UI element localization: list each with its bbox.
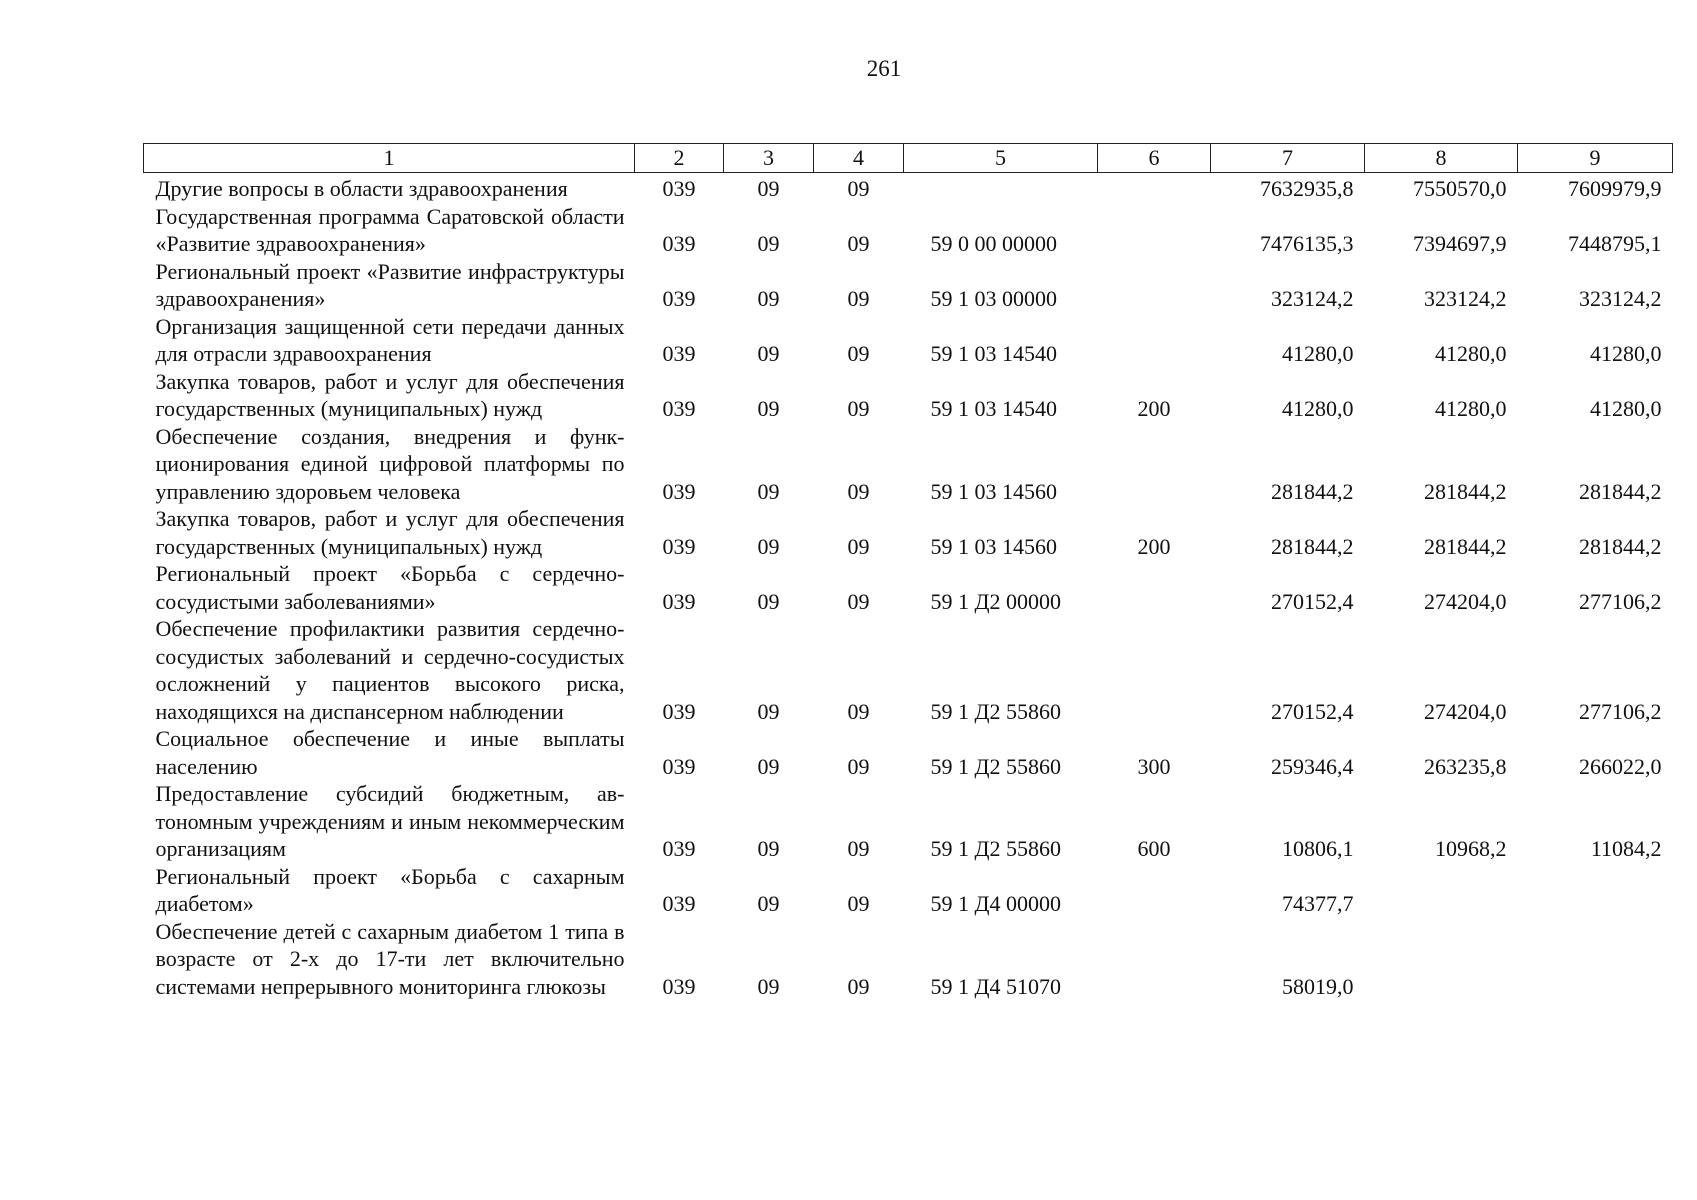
code-cell: 039 bbox=[662, 478, 696, 504]
column-header: 3 bbox=[724, 144, 814, 173]
section-cell: 09 bbox=[757, 698, 780, 724]
subsection-cell: 09 bbox=[847, 286, 870, 311]
code-cell: 039 bbox=[662, 588, 696, 614]
amount-year1-cell: 323124,2 bbox=[1271, 286, 1354, 311]
table-row bbox=[144, 203, 1673, 258]
target-article-cell: 59 1 Д2 55860 bbox=[930, 836, 1062, 861]
target-article-cell: 59 1 03 14560 bbox=[930, 478, 1057, 504]
amount-year3-cell: 277106,2 bbox=[1579, 588, 1662, 614]
section-cell: 09 bbox=[757, 231, 780, 256]
item-name-cell: Закупка товаров, работ и услуг для обеспечения государственных (муниципальных) нужд bbox=[155, 506, 625, 559]
section-cell: 09 bbox=[757, 396, 780, 421]
table-row bbox=[144, 725, 1673, 780]
amount-year3-cell: 281844,2 bbox=[1579, 478, 1662, 504]
target-article-cell: 59 1 03 14560 bbox=[930, 533, 1057, 559]
expense-type-cell: 300 bbox=[1137, 753, 1171, 779]
section-cell: 09 bbox=[757, 341, 780, 366]
amount-year3-cell: 323124,2 bbox=[1579, 286, 1662, 311]
subsection-cell: 09 bbox=[847, 588, 870, 614]
amount-year2-cell: 7394697,9 bbox=[1413, 231, 1507, 256]
expense-type-cell bbox=[1098, 313, 1211, 368]
column-header: 6 bbox=[1098, 144, 1211, 173]
item-name-cell: Региональный проект «Борьба с сердечно-сосудистыми заболеваниями» bbox=[155, 561, 625, 614]
target-article-cell: 59 1 03 00000 bbox=[930, 286, 1057, 311]
section-cell: 09 bbox=[757, 836, 780, 861]
amount-year1-cell: 41280,0 bbox=[1282, 396, 1354, 421]
expense-type-cell bbox=[1098, 918, 1211, 1001]
table-row bbox=[144, 368, 1673, 423]
amount-year3-cell: 277106,2 bbox=[1579, 698, 1662, 724]
amount-year2-cell: 263235,8 bbox=[1424, 753, 1507, 779]
table-body bbox=[144, 173, 1673, 1001]
code-cell: 039 bbox=[662, 533, 696, 559]
item-name-cell: Государственная программа Саратовской области «Развитие здравоохранения» bbox=[155, 203, 625, 256]
code-cell: 039 bbox=[662, 231, 696, 256]
table-row bbox=[144, 505, 1673, 560]
column-header: 7 bbox=[1211, 144, 1365, 173]
column-header: 4 bbox=[814, 144, 904, 173]
section-cell: 09 bbox=[757, 753, 780, 779]
subsection-cell: 09 bbox=[847, 231, 870, 256]
section-cell: 09 bbox=[757, 286, 780, 311]
amount-year3-cell: 41280,0 bbox=[1590, 341, 1662, 366]
item-name-cell: Другие вопросы в области здравоохранения bbox=[155, 176, 568, 201]
table-row bbox=[144, 173, 1673, 203]
table-row bbox=[144, 423, 1673, 506]
header-row bbox=[144, 144, 1673, 173]
amount-year3-cell: 266022,0 bbox=[1579, 753, 1662, 779]
target-article-cell: 59 0 00 00000 bbox=[930, 231, 1057, 256]
subsection-cell: 09 bbox=[847, 973, 870, 999]
item-name-cell: Социальное обеспечение и иные выплаты населению bbox=[155, 726, 625, 779]
expense-type-cell bbox=[1098, 863, 1211, 918]
subsection-cell: 09 bbox=[847, 396, 870, 421]
column-header: 5 bbox=[904, 144, 1098, 173]
target-article-cell: 59 1 Д4 51070 bbox=[930, 973, 1062, 999]
subsection-cell: 09 bbox=[847, 698, 870, 724]
target-article-cell: 59 1 Д4 00000 bbox=[930, 891, 1062, 916]
amount-year3-cell bbox=[1518, 918, 1673, 1001]
amount-year3-cell: 281844,2 bbox=[1579, 533, 1662, 559]
table-row bbox=[144, 313, 1673, 368]
code-cell: 039 bbox=[662, 753, 696, 779]
column-header: 1 bbox=[144, 144, 635, 173]
code-cell: 039 bbox=[662, 286, 696, 311]
code-cell: 039 bbox=[662, 836, 696, 861]
amount-year3-cell: 7448795,1 bbox=[1568, 231, 1662, 256]
target-article-cell: 59 1 03 14540 bbox=[930, 341, 1057, 366]
item-name-cell: Обеспечение создания, внедрения и функционирования единой цифровой платформы по управлению здоровьем человека bbox=[155, 423, 625, 504]
item-name-cell: Предоставление субсидий бюджетным, автономным учреждениям и иным некоммерческим организациям bbox=[155, 781, 625, 861]
item-name-cell: Региональный проект «Борьба с сахарным диабетом» bbox=[155, 863, 625, 916]
section-cell: 09 bbox=[757, 973, 780, 999]
item-name-cell: Обеспечение детей с сахарным диабетом 1 типа в возрасте от 2-х до 17-ти лет включительно системами непрерывного мониторинга глюкозы bbox=[155, 918, 625, 999]
expense-type-cell bbox=[1098, 560, 1211, 615]
amount-year2-cell bbox=[1365, 918, 1518, 1001]
code-cell: 039 bbox=[662, 891, 696, 916]
amount-year1-cell: 10806,1 bbox=[1282, 836, 1354, 861]
expense-type-cell bbox=[1098, 615, 1211, 725]
subsection-cell: 09 bbox=[847, 891, 870, 916]
table-row bbox=[144, 780, 1673, 863]
subsection-cell: 09 bbox=[847, 176, 870, 201]
amount-year2-cell: 41280,0 bbox=[1435, 396, 1507, 421]
target-article-cell: 59 1 Д2 55860 bbox=[930, 698, 1062, 724]
amount-year2-cell: 274204,0 bbox=[1424, 588, 1507, 614]
amount-year2-cell: 281844,2 bbox=[1424, 478, 1507, 504]
expense-type-cell bbox=[1098, 423, 1211, 506]
target-article-cell: 59 1 03 14540 bbox=[930, 396, 1057, 421]
table-row bbox=[144, 560, 1673, 615]
item-name-cell: Региональный проект «Развитие инфраструктуры здравоохранения» bbox=[155, 258, 625, 311]
subsection-cell: 09 bbox=[847, 533, 870, 559]
code-cell: 039 bbox=[662, 396, 696, 421]
amount-year3-cell: 7609979,9 bbox=[1568, 176, 1662, 201]
expense-type-cell bbox=[1098, 173, 1211, 203]
expense-type-cell bbox=[1098, 258, 1211, 313]
table-row bbox=[144, 918, 1673, 1001]
page-number: 261 bbox=[866, 56, 902, 81]
table-row bbox=[144, 615, 1673, 725]
section-cell: 09 bbox=[757, 478, 780, 504]
section-cell: 09 bbox=[757, 588, 780, 614]
expense-type-cell: 200 bbox=[1137, 396, 1171, 421]
amount-year2-cell: 41280,0 bbox=[1435, 341, 1507, 366]
amount-year1-cell: 259346,4 bbox=[1271, 753, 1354, 779]
amount-year3-cell: 11084,2 bbox=[1590, 836, 1662, 861]
subsection-cell: 09 bbox=[847, 836, 870, 861]
section-cell: 09 bbox=[757, 533, 780, 559]
amount-year3-cell bbox=[1518, 863, 1673, 918]
code-cell: 039 bbox=[662, 973, 696, 999]
column-header: 8 bbox=[1365, 144, 1518, 173]
amount-year2-cell: 323124,2 bbox=[1424, 286, 1507, 311]
amount-year1-cell: 281844,2 bbox=[1271, 478, 1354, 504]
section-cell: 09 bbox=[757, 176, 780, 201]
code-cell: 039 bbox=[662, 176, 696, 201]
amount-year2-cell: 274204,0 bbox=[1424, 698, 1507, 724]
target-article-cell: 59 1 Д2 55860 bbox=[930, 753, 1062, 779]
item-name-cell: Организация защищенной сети передачи данных для отрасли здравоохранения bbox=[155, 313, 625, 366]
expense-type-cell: 600 bbox=[1137, 836, 1171, 861]
amount-year1-cell: 74377,7 bbox=[1282, 891, 1354, 916]
amount-year1-cell: 281844,2 bbox=[1271, 533, 1354, 559]
amount-year2-cell: 10968,2 bbox=[1435, 836, 1507, 861]
target-article-cell bbox=[904, 173, 1098, 203]
amount-year1-cell: 7632935,8 bbox=[1260, 176, 1354, 201]
amount-year2-cell: 7550570,0 bbox=[1413, 176, 1507, 201]
subsection-cell: 09 bbox=[847, 478, 870, 504]
column-header: 9 bbox=[1518, 144, 1673, 173]
code-cell: 039 bbox=[662, 698, 696, 724]
amount-year1-cell: 41280,0 bbox=[1282, 341, 1354, 366]
amount-year3-cell: 41280,0 bbox=[1590, 396, 1662, 421]
column-header: 2 bbox=[635, 144, 724, 173]
item-name-cell: Обеспечение профилактики развития сердечно-сосудистых заболеваний и сердечно-сосудистых осложнений у пациентов высокого риска, находящихся на диспансерном наблюдении bbox=[155, 616, 625, 724]
section-cell: 09 bbox=[757, 891, 780, 916]
subsection-cell: 09 bbox=[847, 341, 870, 366]
code-cell: 039 bbox=[662, 341, 696, 366]
item-name-cell: Закупка товаров, работ и услуг для обеспечения государственных (муниципальных) нужд bbox=[155, 368, 625, 421]
table-row bbox=[144, 258, 1673, 313]
table-row bbox=[144, 863, 1673, 918]
expense-type-cell bbox=[1098, 203, 1211, 258]
amount-year2-cell: 281844,2 bbox=[1424, 533, 1507, 559]
subsection-cell: 09 bbox=[847, 753, 870, 779]
budget-table bbox=[143, 143, 1673, 1000]
amount-year2-cell bbox=[1365, 863, 1518, 918]
amount-year1-cell: 270152,4 bbox=[1271, 588, 1354, 614]
amount-year1-cell: 58019,0 bbox=[1282, 973, 1354, 999]
target-article-cell: 59 1 Д2 00000 bbox=[930, 588, 1062, 614]
amount-year1-cell: 270152,4 bbox=[1271, 698, 1354, 724]
amount-year1-cell: 7476135,3 bbox=[1260, 231, 1354, 256]
expense-type-cell: 200 bbox=[1137, 533, 1171, 559]
